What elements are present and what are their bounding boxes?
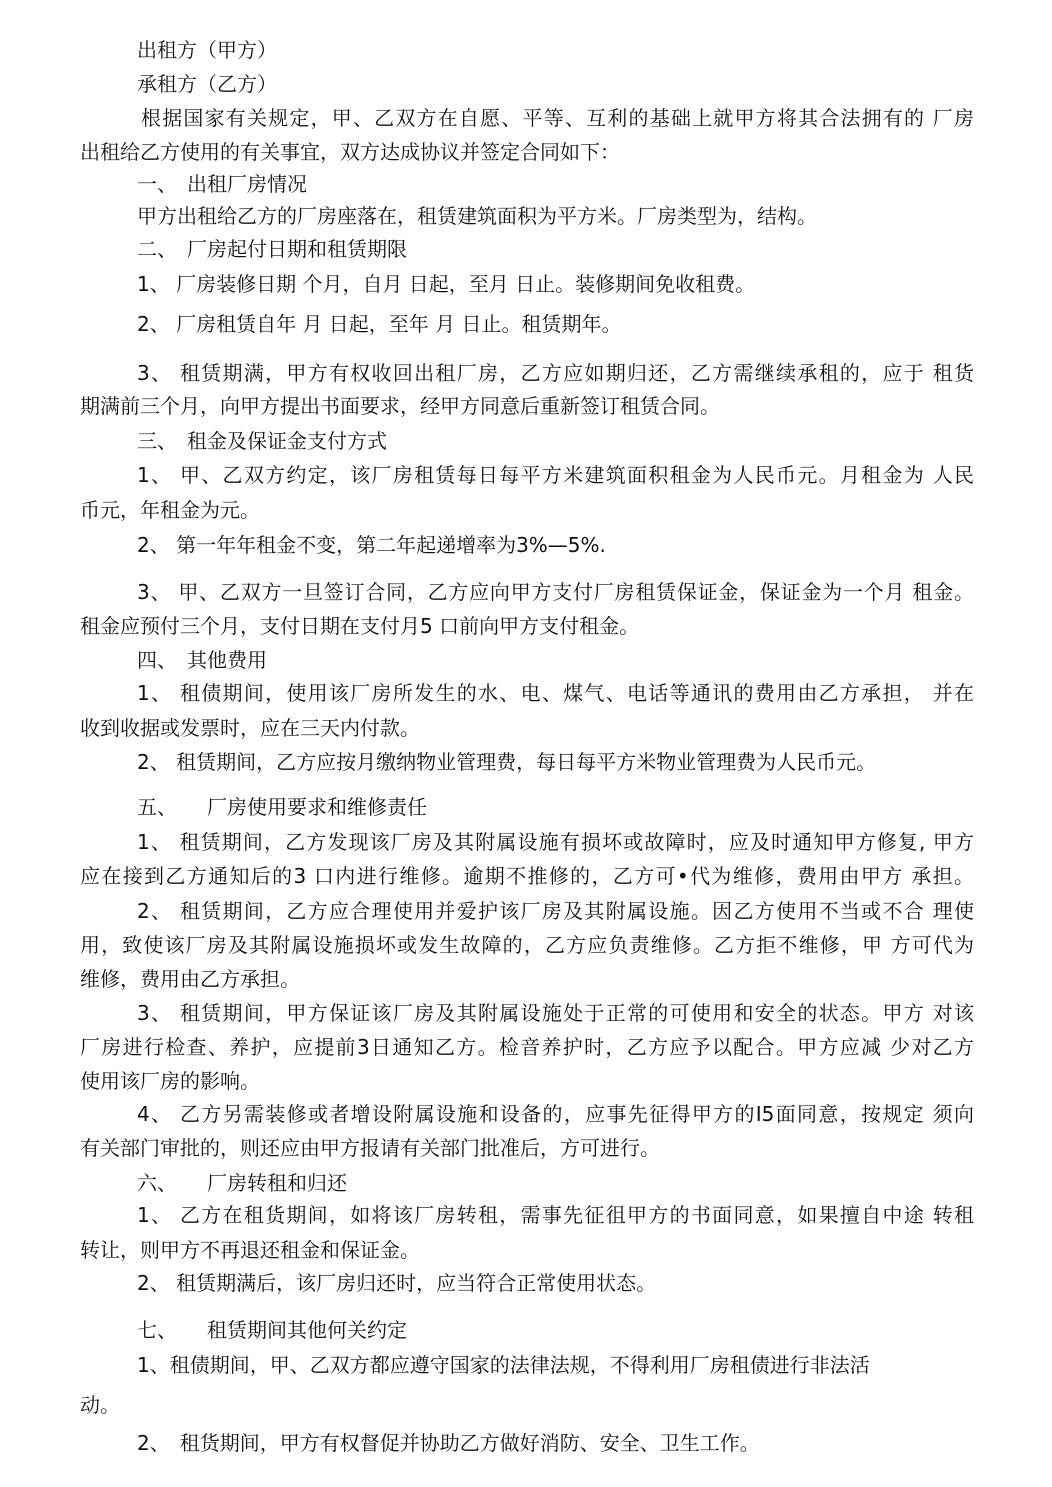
text-line: 甲方出租给乙方的厂房座落在，租赁建筑面积为平方米。厂房类型为，结构。 — [137, 204, 817, 228]
text-line: 期满前三个月，向甲方提出书面要求，经甲方同意后重新签订租赁合同。 — [80, 394, 720, 418]
text-line: 2、 租货期间，甲方有权督促并协助乙方做好消防、安全、卫生工作。 — [137, 1431, 760, 1455]
text-line: 七、 租赁期间其他何关约定 — [137, 1318, 407, 1342]
text-line: 三、 租金及保证金支付方式 — [137, 429, 387, 453]
text-line: 四、 其他费用 — [137, 648, 267, 672]
text-line: 六、 厂房转租和归还 — [137, 1171, 347, 1195]
text-line: 2、 租赁期间，乙方应合理使用并爱护该厂房及其附属设施。因乙方使用不当或不合 理使 — [137, 899, 974, 923]
text-line: 维修，费用由乙方承担。 — [80, 967, 300, 991]
text-line: 厂房进行检查、养护，应提前3日通知乙方。检音养护时，乙方应予以配合。甲方应减 少对乙方 — [80, 1035, 974, 1059]
text-line: 应在接到乙方通知后的3 口内进行维修。逾期不推修的，乙方可•代为维修，费用由甲方 承担。 — [80, 864, 974, 888]
text-line: 3、 甲、乙双方一旦签订合同，乙方应向甲方支付厂房租赁保证金，保证金为一个月 租金。 — [137, 580, 974, 604]
text-line: 动。 — [80, 1393, 120, 1417]
text-line: 租金应预付三个月，支付日期在支付月5 口前向甲方支付租金。 — [80, 614, 640, 638]
text-line: 使用该厂房的影响。 — [80, 1069, 260, 1093]
text-line: 2、 第一年年租金不变，第二年起递增率为3%—5%. — [137, 533, 606, 557]
text-line: 1、 租债期间，使用该厂房所发生的水、电、煤气、电话等通讯的费用由乙方承担， 并在 — [137, 681, 974, 705]
text-line: 有关部门审批的，则还应由甲方报请有关部门批准后，方可进行。 — [80, 1136, 660, 1160]
text-line: 3、 租赁期间，甲方保证该厂房及其附属设施处于正常的可使用和安全的状态。甲方 对该 — [137, 1001, 974, 1025]
text-line: 1、 厂房装修日期 个月，自月 日起，至月 日止。装修期间免收租费。 — [137, 272, 756, 296]
text-line: 2、 租赁期间，乙方应按月缴纳物业管理费，每日每平方米物业管理费为人民币元。 — [137, 750, 877, 774]
text-line: 五、 厂房使用要求和维修责任 — [137, 795, 427, 819]
text-line: 1、 乙方在租货期间，如将该厂房转租，需事先征徂甲方的书面同意，如果擅自中途 转租 — [137, 1203, 974, 1227]
text-line: 用，致使该厂房及其附属设施损坏或发生故障的，乙方应负责维修。乙方拒不维修，甲 方可代为 — [80, 933, 974, 957]
text-line: 出租方（甲方） — [137, 38, 277, 62]
text-line: 2、 厂房租赁自年 月 日起，至年 月 日止。租赁期年。 — [137, 312, 622, 336]
text-line: 币元，年租金为元。 — [80, 498, 260, 522]
text-line: 1、 甲、乙双方约定，该厂房租赁每日每平方米建筑面积租金为人民币元。月租金为 人民 — [137, 463, 974, 487]
text-line: 1、租债期间，甲、乙双方都应遵守国家的法律法规，不得利用厂房租债进行非法活 — [137, 1353, 870, 1377]
text-line: 1、 租赁期间，乙方发现该厂房及其附属设施有损坏或故障时，应及时通知甲方修复, 甲方 — [137, 830, 974, 854]
text-line: 4、 乙方另需装修或者增设附属设施和设备的，应事先征得甲方的I5面同意，按规定 须向 — [137, 1102, 974, 1126]
text-line: 3、 租赁期满，甲方有权收回出租厂房，乙方应如期归还，乙方需继续承租的，应于 租货 — [137, 361, 974, 385]
text-line: 承租方（乙方） — [137, 72, 277, 96]
text-line: 根据国家有关规定，甲、乙双方在自愿、平等、互利的基础上就甲方将其合法拥有的 厂房 — [141, 106, 974, 130]
text-line: 2、 租赁期满后，该厂房归还时，应当符合正常使用状态。 — [137, 1271, 657, 1295]
text-line: 一、 出租厂房情况 — [137, 172, 307, 196]
text-line: 转让，则甲方不再退还租金和保证金。 — [80, 1238, 420, 1262]
text-line: 收到收据或发票时，应在三天内付款。 — [80, 716, 420, 740]
text-line: 出租给乙方使用的有关事宜，双方达成协议并签定合同如下： — [80, 140, 620, 164]
text-line: 二、 厂房起付日期和租赁期限 — [137, 237, 407, 261]
